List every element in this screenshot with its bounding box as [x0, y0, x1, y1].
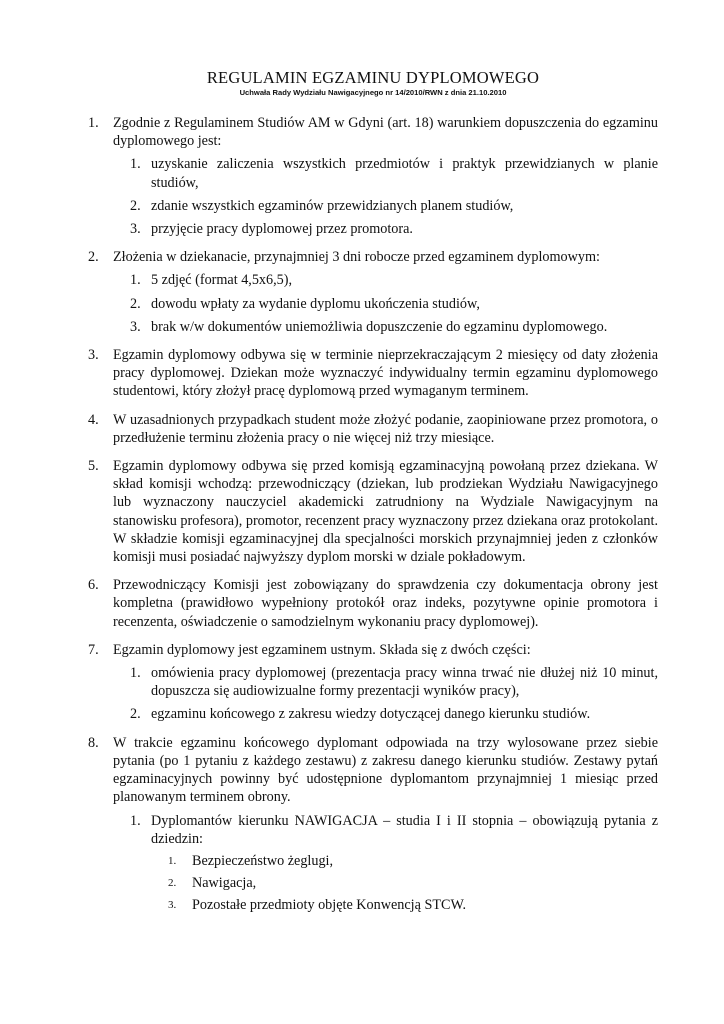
nested-list-item-text: Bezpieczeństwo żeglugi, [192, 852, 334, 869]
nested-list-item-number: 2. [168, 877, 177, 890]
sub-list-item-number: 2. [130, 706, 141, 723]
list-item-body [113, 641, 658, 724]
list-item-number: 1. [88, 115, 99, 131]
sub-list-item-text: zdanie wszystkich egzaminów przewidzianych planem studiów, [151, 197, 514, 214]
list-item-number: 5. [88, 458, 99, 475]
list-item [88, 114, 658, 238]
list-item-body [113, 576, 658, 631]
page-title: REGULAMIN EGZAMINU DYPLOMOWEGO [206, 68, 540, 87]
sub-list-item [113, 295, 658, 313]
sub-list-item-text: Dyplomantów kierunku NAWIGACJA – studia I i II stopnia – obowiązują pytania z dziedzin: [151, 812, 658, 847]
list-item-body [113, 457, 658, 566]
list-item-text: Zgodnie z Regulaminem Studiów AM w Gdyni (art. 18) warunkiem dopuszczenia do egzaminu dyplomowego jest: [113, 115, 658, 150]
list-item-number: 8. [88, 734, 99, 751]
sub-list-item-number: 1. [130, 272, 141, 289]
sub-list-item-text: przyjęcie pracy dyplomowej przez promotora. [151, 221, 413, 238]
sub-list-item-number: 2. [130, 295, 141, 312]
sub-list-item-text: egzaminu końcowego z zakresu wiedzy dotyczącej danego kierunku studiów. [151, 706, 591, 723]
list-item-number: 7. [88, 641, 99, 658]
sub-list-item [113, 271, 658, 289]
sub-list-item-text: 5 zdjęć (format 4,5x6,5), [151, 272, 293, 289]
sub-list-item-text: omówienia pracy dyplomowej (prezentacja pracy winna trwać nie dłużej niż 10 minut, dopuszcza się audiowizualne formy prezentacji wyników pracy), [151, 665, 658, 700]
sub-list-item-body [151, 155, 658, 191]
sub-list-item [113, 220, 658, 238]
sub-list-item-body [151, 812, 658, 915]
sub-list-item-body [151, 664, 658, 700]
list-item-text: Egzamin dyplomowy odbywa się przed komisją egzaminacyjną powołaną przez dziekana. W skład komisji wchodzą: przewodniczący (dziekan, lub prodziekan Wydziału Nawigacyjnego lub wyznaczony nauczyciel akademicki zatrudniony na Wydziale Nawigacyjnym na stanowisku profesora), promotor, recenzent pracy wyznaczony przez dziekana oraz protokolant. W składzie komisji egzaminacyjnej dla specjalności morskich przynajmniej jeden z członków komisji musi posiadać najwyższy dyplom morski w dziale pokładowym. [113, 458, 658, 566]
sub-list-item [113, 664, 658, 700]
list-item [88, 641, 658, 724]
list-item-text: Egzamin dyplomowy odbywa się w terminie nieprzekraczającym 2 miesięcy od daty złożenia pracy dyplomowej. Dziekan może wyznaczyć indywidualny termin egzaminu dyplomowego studentowi, który złożył pracę dyplomową przed wymaganym terminem. [113, 347, 658, 400]
list-item-body [113, 346, 658, 401]
sub-list-item-number: 1. [130, 665, 141, 682]
sub-list-item-body [151, 220, 658, 238]
sub-list-item-body [151, 295, 658, 313]
list-item [88, 457, 658, 566]
sub-list-item-body [151, 271, 658, 289]
sub-list-item-body [151, 197, 658, 215]
sub-list-item-number: 3. [130, 221, 141, 238]
list-item [88, 576, 658, 631]
nested-list-item-text: Nawigacja, [192, 875, 257, 892]
list-item-body [113, 734, 658, 915]
list-item-text: W trakcie egzaminu końcowego dyplomant odpowiada na trzy wylosowane przez siebie pytania (po 1 pytaniu z każdego zestawu) z zakresu danego kierunku studiów. Zestawy pytań egzaminacyjnych powinny być udostępnione dyplomantom przynajmniej 1 miesiąc przed planowanym terminem obrony. [113, 734, 658, 806]
list-item [88, 346, 658, 401]
sub-list-item-body [151, 318, 658, 336]
list-item-text: Przewodniczący Komisji jest zobowiązany do sprawdzenia czy dokumentacja obrony jest kompletna (prawidłowo wypełniony protokół oraz indeks, pozytywne opinie promotora i recenzenta, oświadczenie o samodzielnym wykonaniu pracy dyplomowej). [113, 577, 658, 630]
sub-list-item-text: dowodu wpłaty za wydanie dyplomu ukończenia studiów, [151, 295, 480, 312]
sub-list-item [113, 812, 658, 915]
list-item-body [113, 411, 658, 447]
list-item-number: 3. [88, 347, 99, 364]
sub-list-item-number: 2. [130, 197, 141, 214]
list-item-number: 4. [88, 411, 99, 428]
nested-list-item [151, 852, 658, 870]
list-item-number: 6. [88, 577, 99, 594]
sub-list-item-number: 3. [130, 318, 141, 335]
sub-list-item-body [151, 705, 658, 723]
list-item [88, 248, 658, 336]
nested-list-item-number: 3. [168, 899, 177, 912]
list-item-body [113, 248, 658, 336]
nested-list-item-number: 1. [168, 854, 177, 867]
sub-list-item-text: brak w/w dokumentów uniemożliwia dopuszczenie do egzaminu dyplomowego. [151, 318, 608, 335]
nested-list-item [151, 874, 658, 892]
list-item [88, 411, 658, 447]
nested-list-item-text: Pozostałe przedmioty objęte Konwencją STCW. [192, 897, 467, 914]
list-item-text: Egzamin dyplomowy jest egzaminem ustnym. Składa się z dwóch części: [113, 641, 531, 658]
resolution-subtitle: Uchwała Rady Wydziału Nawigacyjnego nr 14/2010/RWN z dnia 21.10.2010 [239, 88, 507, 97]
sub-list-item-number: 1. [130, 156, 141, 173]
sub-list-item [113, 705, 658, 723]
sub-list-item [113, 318, 658, 336]
list-item-text: W uzasadnionych przypadkach student może złożyć podanie, zaopiniowane przez promotora, o przedłużenie terminu złożenia pracy o nie więcej niż trzy miesiące. [113, 411, 658, 446]
sub-list-item [113, 197, 658, 215]
list-item [88, 734, 658, 915]
nested-list-item [151, 896, 658, 914]
list-item-body [113, 114, 658, 238]
sub-list-item-text: uzyskanie zaliczenia wszystkich przedmiotów i praktyk przewidzianych w planie studiów, [151, 156, 658, 191]
sub-list-item-number: 1. [130, 812, 141, 829]
list-item-number: 2. [88, 249, 99, 266]
sub-list-item [113, 155, 658, 191]
list-item-text: Złożenia w dziekanacie, przynajmniej 3 dni robocze przed egzaminem dyplomowym: [113, 249, 600, 266]
regulation-list [88, 114, 658, 915]
